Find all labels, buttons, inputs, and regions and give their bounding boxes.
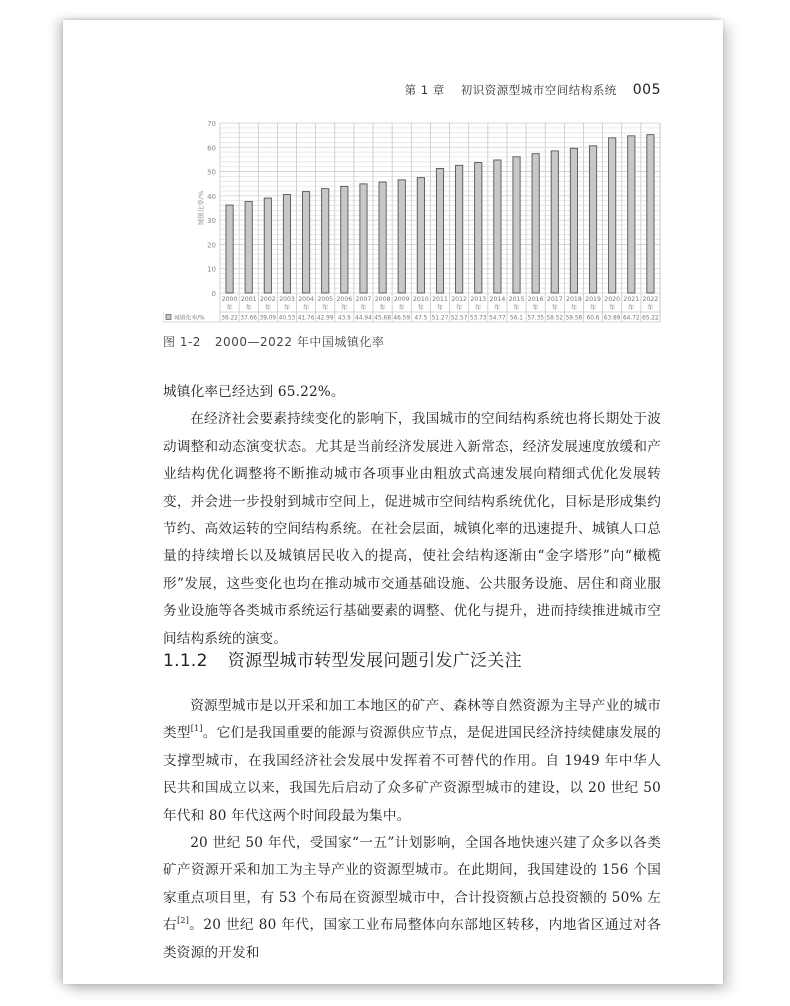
paragraph — [163, 830, 661, 967]
data-value-label: 60.6 — [586, 315, 600, 322]
y-tick-label: 50 — [207, 168, 216, 177]
x-tick-year: 2010 — [412, 296, 429, 303]
x-tick-year-suffix: 年 — [264, 304, 271, 312]
bar — [417, 178, 424, 293]
bar — [398, 180, 405, 293]
x-tick-year-suffix: 年 — [245, 304, 252, 312]
x-tick-year-suffix: 年 — [570, 304, 578, 312]
x-tick-year-suffix: 年 — [398, 304, 405, 312]
x-tick-year: 2021 — [623, 296, 640, 303]
bar — [245, 202, 252, 293]
x-tick-year-suffix: 年 — [532, 304, 539, 312]
x-tick-year-suffix: 年 — [341, 304, 348, 312]
data-value-label: 58.52 — [546, 315, 564, 322]
y-tick-label: 20 — [207, 241, 216, 250]
x-tick-year: 2013 — [470, 296, 487, 303]
bar — [494, 160, 501, 293]
x-tick-year: 2000 — [221, 296, 238, 303]
data-value-label: 37.66 — [240, 315, 258, 322]
x-tick-year-suffix: 年 — [456, 304, 463, 312]
x-tick-year: 2003 — [279, 296, 295, 303]
x-tick-year: 2001 — [240, 296, 257, 303]
bar — [264, 198, 271, 293]
bar — [609, 138, 616, 293]
data-value-label: 39.09 — [259, 315, 277, 322]
figure-caption — [163, 333, 384, 350]
x-tick-year-suffix: 年 — [226, 304, 233, 312]
x-tick-year: 2007 — [355, 296, 372, 303]
y-tick-label: 60 — [207, 144, 216, 153]
page-number: 005 — [632, 82, 661, 98]
bar — [551, 151, 558, 293]
x-tick-year-suffix: 年 — [475, 304, 482, 312]
paragraph — [163, 693, 661, 830]
bar — [475, 163, 482, 293]
body-text-block-1 — [163, 379, 661, 653]
data-value-label: 40.53 — [278, 315, 296, 322]
legend-label: 城镇化率/% — [174, 315, 205, 322]
running-head — [405, 82, 661, 98]
chapter-label: 第 1 章 — [404, 83, 445, 97]
bar — [570, 148, 577, 293]
y-tick-label: 10 — [207, 265, 216, 274]
x-tick-year: 2015 — [508, 296, 525, 303]
paragraph-text: 。它们是我国重要的能源与资源供应节点，是促进国民经济持续健康发展的支撑型城市，在我国经济社会发展中发挥着不可替代的作用。自 1949 年中华人民共和国成立以来，我国先后启动了众多矿产资源型城市的建设，以 20 世纪 50 年代和 80 年代这两个时间段最为集中。 — [163, 725, 661, 824]
data-value-label: 63.89 — [603, 315, 621, 322]
bar — [360, 184, 367, 293]
y-tick-label: 0 — [211, 290, 216, 298]
y-tick-label: 40 — [207, 192, 216, 201]
bar — [283, 195, 290, 293]
data-value-label: 51.27 — [431, 315, 449, 322]
data-value-label: 45.68 — [374, 315, 391, 322]
x-tick-year-suffix: 年 — [494, 304, 501, 312]
x-tick-year: 2012 — [451, 296, 468, 303]
x-tick-year: 2017 — [546, 296, 563, 303]
y-axis-label: 城镇化率/% — [197, 190, 205, 226]
x-tick-year-suffix: 年 — [589, 304, 597, 312]
x-tick-year-suffix: 年 — [360, 304, 367, 312]
x-tick-year: 2019 — [585, 296, 601, 303]
urbanization-bar-chart — [163, 116, 663, 328]
data-value-label: 46.59 — [393, 315, 411, 322]
data-value-label: 54.77 — [489, 315, 506, 322]
y-tick-label: 70 — [207, 120, 216, 128]
book-page — [63, 20, 723, 984]
bar — [226, 205, 233, 293]
x-tick-year-suffix: 年 — [609, 304, 616, 312]
x-tick-year: 2018 — [566, 296, 582, 303]
figure-number: 图 1-2 — [163, 335, 201, 349]
data-value-label: 56.1 — [510, 315, 523, 322]
x-tick-year-suffix: 年 — [283, 304, 291, 312]
x-tick-year: 2009 — [393, 296, 410, 303]
x-tick-year: 2016 — [527, 296, 544, 303]
chapter-title: 初识资源型城市空间结构系统 — [460, 83, 617, 97]
paragraph: 在经济社会要素持续变化的影响下，我国城市的空间结构系统也将长期处于波动调整和动态演变状态。尤其是当前经济发展进入新常态，经济发展速度放缓和产业结构优化调整将不断推动城市各项事业由粗放式高速发展向精细式优化发展转变，并会进一步投射到城市空间上，促进城市空间结构系统优化，目标是形成集约节约、高效运转的空间结构系统。在社会层面，城镇化率的迅速提升、城镇人口总量的持续增长以及城镇居民收入的提高，使社会结构逐渐由“金字塔形”向“橄榄形”发展，这些变化也均在推动城市交通基础设施、公共服务设施、居住和商业服务业设施等各类城市系统运行基础要素的调整、优化与提升，进而持续推进城市空间结构系统的演变。 — [163, 411, 661, 647]
x-tick-year: 2006 — [336, 296, 353, 303]
x-tick-year: 2011 — [432, 296, 448, 303]
legend-swatch — [166, 315, 171, 320]
bar — [513, 157, 520, 293]
paragraph: 城镇化率已经达到 65.22%。 — [163, 384, 345, 400]
citation-ref[interactable]: [2] — [177, 916, 190, 926]
bar — [341, 186, 348, 293]
paragraph-text: 20 世纪 50 年代，受国家“一五”计划影响，全国各地快速兴建了众多以各类矿产资源开采和加工为主导产业的资源型城市。在此期间，我国建设的 156 个国家重点项目里，有 53 个布局在资源型城市中，合计投资额占总投资额的 50% 左右 — [163, 835, 661, 934]
data-value-label: 57.35 — [527, 315, 544, 322]
bar — [628, 136, 635, 293]
x-tick-year-suffix: 年 — [302, 304, 310, 312]
data-value-label: 44.94 — [355, 315, 372, 322]
data-value-label: 64.72 — [622, 315, 640, 322]
paragraph-text: 。20 世纪 80 年代，国家工业布局整体向东部地区转移，内地省区通过对各类资源的开发和 — [163, 917, 661, 961]
body-text-block-2 — [163, 693, 661, 967]
x-tick-year-suffix: 年 — [628, 304, 635, 312]
x-tick-year-suffix: 年 — [551, 304, 558, 312]
bar — [532, 154, 539, 293]
data-value-label: 36.22 — [221, 315, 238, 322]
x-tick-year: 2002 — [259, 296, 276, 303]
y-tick-label: 30 — [207, 217, 216, 226]
bar — [456, 165, 463, 293]
data-value-label: 59.58 — [565, 315, 583, 322]
citation-ref[interactable]: [1] — [190, 724, 203, 734]
x-tick-year-suffix: 年 — [322, 304, 329, 312]
bar — [379, 182, 386, 293]
x-tick-year-suffix: 年 — [417, 304, 424, 312]
data-value-label: 52.57 — [450, 315, 468, 322]
data-value-label: 65.22 — [642, 315, 659, 322]
section-heading — [163, 646, 522, 671]
x-tick-year: 2022 — [642, 296, 659, 303]
bar — [302, 192, 309, 293]
data-value-label: 41.76 — [297, 315, 315, 322]
data-value-label: 42.99 — [316, 315, 334, 322]
x-tick-year-suffix: 年 — [647, 304, 654, 312]
bar — [647, 135, 654, 293]
chart-canvas — [163, 116, 663, 328]
x-tick-year-suffix: 年 — [436, 304, 444, 312]
section-number: 1.1.2 — [163, 651, 208, 671]
data-value-label: 47.5 — [414, 315, 428, 322]
x-tick-year: 2005 — [317, 296, 334, 303]
data-value-label: 53.73 — [469, 315, 487, 322]
x-tick-year: 2020 — [604, 296, 621, 303]
figure-title: 2000—2022 年中国城镇化率 — [214, 335, 385, 349]
x-tick-year: 2008 — [374, 296, 391, 303]
paragraph-text: 资源型城市是以开采和加工本地区的矿产、森林等自然资源为主导产业的城市类型 — [163, 698, 661, 742]
bar — [589, 146, 596, 293]
data-value-label: 43.9 — [337, 315, 351, 322]
x-tick-year: 2014 — [489, 296, 506, 303]
x-tick-year: 2004 — [298, 296, 314, 303]
x-tick-year-suffix: 年 — [379, 304, 386, 312]
bar — [436, 168, 443, 293]
bar — [322, 189, 329, 293]
x-tick-year-suffix: 年 — [513, 304, 520, 312]
section-title: 资源型城市转型发展问题引发广泛关注 — [227, 651, 522, 671]
